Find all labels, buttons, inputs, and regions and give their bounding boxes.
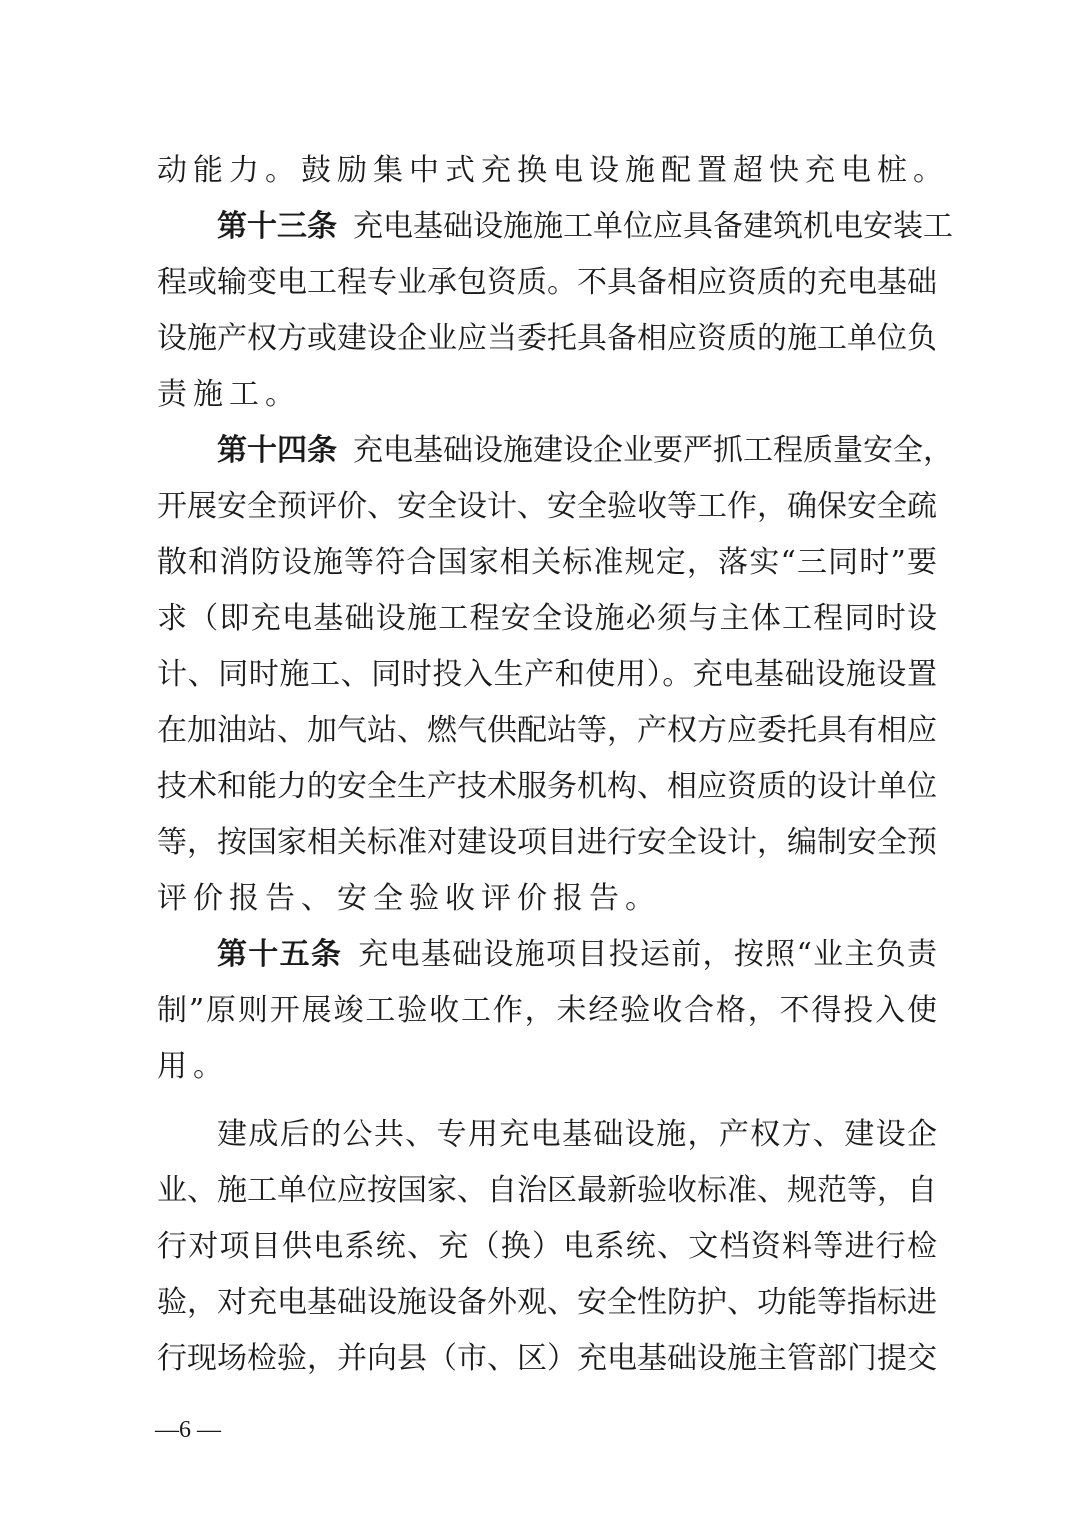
paragraph-line-18: 建成后的公共、专用充电基础设施，产权方、建设企 [217,1117,937,1152]
body-line-16: 制”原则开展竣工验收工作，未经验收合格，不得投入使 [157,993,937,1028]
body-line-1: 动能力。鼓励集中式充换电设施配置超快充电桩。 [157,153,949,188]
body-line-10: 计、同时施工、同时投入生产和使用）。充电基础设施设置 [157,657,937,692]
body-line-3: 程或输变电工程专业承包资质。不具备相应资质的充电基础 [157,265,937,300]
body-line-5: 责施工。 [157,377,301,412]
article-13-heading-line: 第十三条 充电基础设施施工单位应具备建筑机电安装工 [217,209,953,244]
body-line-21: 验，对充电基础设施设备外观、安全性防护、功能等指标进 [157,1285,937,1320]
body-line-14: 评价报告、安全验收评价报告。 [157,881,661,916]
page-number: —6 — [155,1417,221,1443]
body-line-13: 等，按国家相关标准对建设项目进行安全设计，编制安全预 [157,825,937,860]
body-line-8: 散和消防设施等符合国家相关标准规定，落实“三同时”要 [157,545,937,580]
article-13-label: 第十三条 [217,209,337,244]
article-14-heading-line: 第十四条 充电基础设施建设企业要严抓工程质量安全， [217,433,953,468]
body-line-12: 技术和能力的安全生产技术服务机构、相应资质的设计单位 [157,769,937,804]
article-15-label: 第十五条 [217,937,343,972]
body-line-7: 开展安全预评价、安全设计、安全验收等工作，确保安全疏 [157,489,937,524]
body-line-11: 在加油站、加气站、燃气供配站等，产权方应委托具有相应 [157,713,937,748]
body-line-20: 行对项目供电系统、充（换）电系统、文档资料等进行检 [157,1229,937,1264]
article-15-heading-line: 第十五条 充电基础设施项目投运前，按照“业主负责 [217,937,938,972]
body-line-19: 业、施工单位应按国家、自治区最新验收标准、规范等，自 [157,1173,937,1208]
body-line-9: 求（即充电基础设施工程安全设施必须与主体工程同时设 [157,601,937,636]
body-line-17: 用。 [157,1049,229,1084]
article-14-label: 第十四条 [217,433,337,468]
body-line-4: 设施产权方或建设企业应当委托具备相应资质的施工单位负 [157,321,937,356]
body-line-22: 行现场检验，并向县（市、区）充电基础设施主管部门提交 [157,1341,937,1376]
